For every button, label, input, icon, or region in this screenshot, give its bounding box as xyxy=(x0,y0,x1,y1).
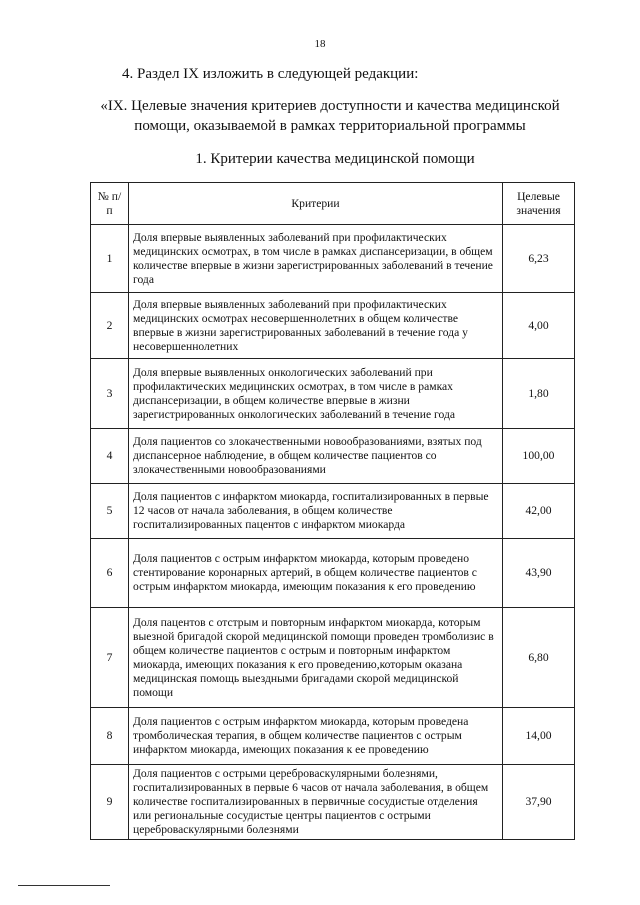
row-target-value: 42,00 xyxy=(503,484,575,539)
table-row xyxy=(91,765,575,840)
table-row xyxy=(91,225,575,293)
table-row xyxy=(91,708,575,765)
section-title: «IX. Целевые значения критериев доступности и качества медицинской помощи, оказываемой в рамках территориальной программы xyxy=(100,98,560,134)
row-criterion: Доля пацентов с отстрым и повторным инфарктом миокарда, которым выезной бригадой скорой медицинской помощи проведен тромболизис в общем количестве пациентов с острым и повторным инфарктом миокарда, имеющих показания к его проведению,которым оказана медицинская помощь выездными бригадами скорой медицинской помощи xyxy=(129,608,503,708)
table-row xyxy=(91,484,575,539)
table-header-row xyxy=(91,183,575,225)
subsection-title: 1. Критерии качества медицинской помощи xyxy=(195,151,475,167)
row-target-value: 6,23 xyxy=(503,225,575,293)
row-criterion: Доля впервые выявленных заболеваний при профилактических медицинских осмотрах несовершеннолетних в общем количестве впервые в жизни зарегистрированных заболеваний в течение года у несовершеннолетних xyxy=(129,293,503,359)
row-number: 4 xyxy=(91,429,129,484)
criteria-table xyxy=(90,182,575,840)
row-target-value: 43,90 xyxy=(503,539,575,608)
row-criterion: Доля впервые выявленных заболеваний при профилактических медицинских осмотрах, в том числе в рамках диспансеризации, в общем количестве впервые в жизни зарегистрированных заболеваний в течение года xyxy=(129,225,503,293)
row-criterion: Доля пациентов с острыми цереброваскулярными болезнями, госпитализированных в первые 6 часов от начала заболевания, в общем количестве госпитализированных в первичные сосудистые отделения или региональные сосудистые центры пациентов с острыми цереброваскулярными болезнями xyxy=(129,765,503,840)
row-number: 8 xyxy=(91,708,129,765)
row-target-value: 14,00 xyxy=(503,708,575,765)
row-criterion: Доля впервые выявленных онкологических заболеваний при профилактических медицинских осмотрах, в том числе в рамках диспансеризации, в общем количестве впервые в жизни зарегистрированных онкологических заболеваний в течение года xyxy=(129,359,503,429)
table-row xyxy=(91,293,575,359)
row-criterion: Доля пациентов с инфарктом миокарда, госпитализированных в первые 12 часов от начала заболевания, в общем количестве госпитализированных пацентов с инфарктом миокарда xyxy=(129,484,503,539)
row-criterion: Доля пациентов со злокачественными новообразованиями, взятых под диспансерное наблюдение, в общем количестве пациентов со злокачественными новообразованиями xyxy=(129,429,503,484)
header-target-values: Целевые значения xyxy=(503,183,575,225)
row-number: 6 xyxy=(91,539,129,608)
row-target-value: 1,80 xyxy=(503,359,575,429)
row-target-value: 100,00 xyxy=(503,429,575,484)
row-target-value: 37,90 xyxy=(503,765,575,840)
header-criteria: Критерии xyxy=(129,183,503,225)
page-number: 18 xyxy=(314,38,326,50)
table-row xyxy=(91,359,575,429)
instruction-heading: 4. Раздел IX изложить в следующей редакции: xyxy=(122,66,419,82)
row-target-value: 6,80 xyxy=(503,608,575,708)
row-number: 7 xyxy=(91,608,129,708)
row-number: 3 xyxy=(91,359,129,429)
row-target-value: 4,00 xyxy=(503,293,575,359)
table-row xyxy=(91,608,575,708)
header-number: № п/п xyxy=(91,183,129,225)
row-number: 2 xyxy=(91,293,129,359)
row-criterion: Доля пациентов с острым инфарктом миокарда, которым проведена тромболическая терапия, в общем количестве пациентов с острым инфарктом миокарда, имеющих показания к ее проведению xyxy=(129,708,503,765)
row-number: 9 xyxy=(91,765,129,840)
table-row xyxy=(91,429,575,484)
table-row xyxy=(91,539,575,608)
row-number: 1 xyxy=(91,225,129,293)
row-number: 5 xyxy=(91,484,129,539)
row-criterion: Доля пациентов с острым инфарктом миокарда, которым проведено стентирование коронарных артерий, в общем количестве пациентов с острым инфарктом миокарда, имеющим показания к его проведению xyxy=(129,539,503,608)
footnote-rule xyxy=(18,885,110,886)
